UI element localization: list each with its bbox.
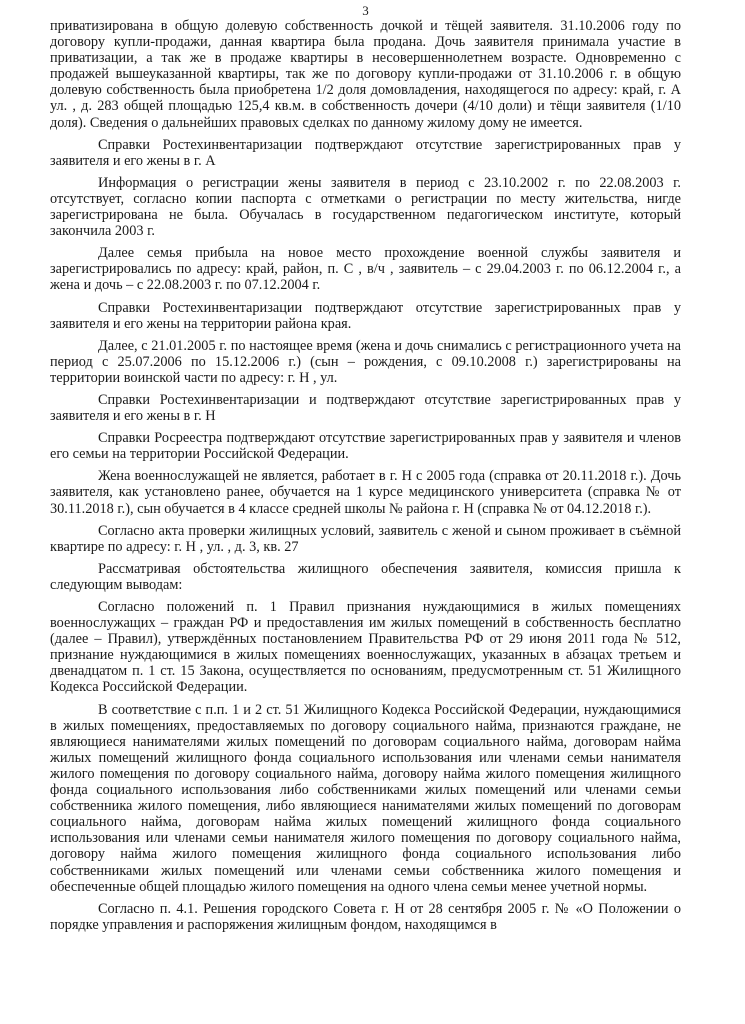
page-number: 3 xyxy=(362,3,369,18)
paragraph-family-status: Жена военнослужащей не является, работает в г. Н с 2005 года (справка от 20.11.2018 г.). Дочь заявителя, как установлено ранее, обучается на 1 курсе медицинского университета (справка № от 30.11.2018 г.), сын обучается в 4 классе средней школы № района г. Н (справка № от 04.12.2018 г.). xyxy=(50,468,681,517)
paragraph-wife-registration: Информация о регистрации жены заявителя в период с 23.10.2002 г. по 22.08.2003 г. отсутствует, согласно копии паспорта с отметками о регистрации по месту жительства, нигде зарегистрирована не была. Обучалась в государственном педагогическом институте, который закончила 2003 г. xyxy=(50,174,681,240)
paragraph-rosteh-district: Справки Ростехинвентаризации подтверждают отсутствие зарегистрированных прав у заявителя и его жены на территории района края. xyxy=(50,299,681,332)
paragraph-rosteh-town-n: Справки Ростехинвентаризации и подтверждают отсутствие зарегистрированных прав у заявителя и его жены в г. Н xyxy=(50,391,681,425)
paragraph-new-duty-station: Далее семья прибыла на новое место прохождение военной службы заявителя и зарегистрировались по адресу: край, район, п. С , в/ч , заявитель – с 29.04.2003 г. по 06.12.2004 г., а жена и дочь – с 22.08.2003 г. по 07.12.2004 г. xyxy=(50,245,681,294)
paragraph-housing-inspection: Согласно акта проверки жилищных условий, заявитель с женой и сыном проживает в съёмной квартире по адресу: г. Н , ул. , д. 3, кв. 27 xyxy=(50,522,681,555)
paragraph-rosreestr: Справки Росреестра подтверждают отсутствие зарегистрированных прав у заявителя и членов его семьи на территории Российской Федерации. xyxy=(50,430,681,463)
paragraph-housing-code-art-51: В соответствие с п.п. 1 и 2 ст. 51 Жилищного Кодекса Российской Федерации, нуждающимися в жилых помещениях, предоставляемых по договору социального найма, признаются граждане, не являющиеся нанимателями жилых помещений по договорам социального найма, договорам найма жилых помещений жилищного фонда социального использования или членами семьи нанимателя жилого помещения по договору социального найма, договору найма жилого помещения жилищного фонда социального использования либо собственниками жилых помещений или членами семьи собственника жилого помещения, либо являющиеся нанимателями жилых помещений по договорам социального найма, договорам найма жилых помещений жилищного фонда социального использования или членами семьи нанимателя жилого помещения по договору социального найма, договору найма жилого помещения жилищного фонда социального использования либо собственниками жилых помещений или членами семьи собственника жилого помещения и обеспеченные общей площадью жилого помещения на одного члена семьи менее учетной нормы. xyxy=(50,701,681,895)
paragraph-current-registration: Далее, с 21.01.2005 г. по настоящее время (жена и дочь снимались с регистрационного учета на период с 25.07.2006 по 15.12.2006 г.) (сын – рождения, с 09.10.2008 г.) зарегистрированы на территории воинской части по адресу: г. Н , ул. xyxy=(50,337,681,386)
paragraph-privatization: приватизирована в общую долевую собственность дочкой и тёщей заявителя. 31.10.2006 году по договору купли-продажи, данная квартира была продана. Дочь заявителя принимала участие в приватизации, а так же в продаже квартиры в несовершеннолетнем возрасте. Одновременно с продажей вышеуказанной квартиры, так же по договору купли-продажи от 31.10.2006 г. в общую долевую собственность была приобретена 1/2 доля домовладения, находящегося по адресу: край, г. А ул. , д. 283 общей площадью 125,4 кв.м. в собственность дочери (4/10 доли) и тёщи заявителя (1/10 доля). Сведения о дальнейших правовых сделках по данному жилому дому не имеется. xyxy=(50,18,681,131)
paragraph-commission-conclusion: Рассматривая обстоятельства жилищного обеспечения заявителя, комиссия пришла к следующим выводам: xyxy=(50,560,681,593)
paragraph-city-council-decision: Согласно п. 4.1. Решения городского Совета г. Н от 28 сентября 2005 г. № «О Положении о порядке управления и распоряжения жилищным фондом, находящимся в xyxy=(50,900,681,933)
paragraph-rules-clause-1: Согласно положений п. 1 Правил признания нуждающимися в жилых помещениях военнослужащих – граждан РФ и предоставления им жилых помещений в собственность бесплатно (далее – Правил), утверждённых постановлением Правительства РФ от 29 июня 2011 года № 512, признание нуждающимися в жилых помещениях военнослужащих, указанных в абзацах третьем и двенадцатом п. 1 ст. 15 Закона, осуществляется по основаниям, предусмотренным ст. 51 Жилищного Кодекса Российской Федерации. xyxy=(50,599,681,696)
paragraph-rosteh-town-a: Справки Ростехинвентаризации подтверждают отсутствие зарегистрированных прав у заявителя и его жены в г. А xyxy=(50,136,681,169)
